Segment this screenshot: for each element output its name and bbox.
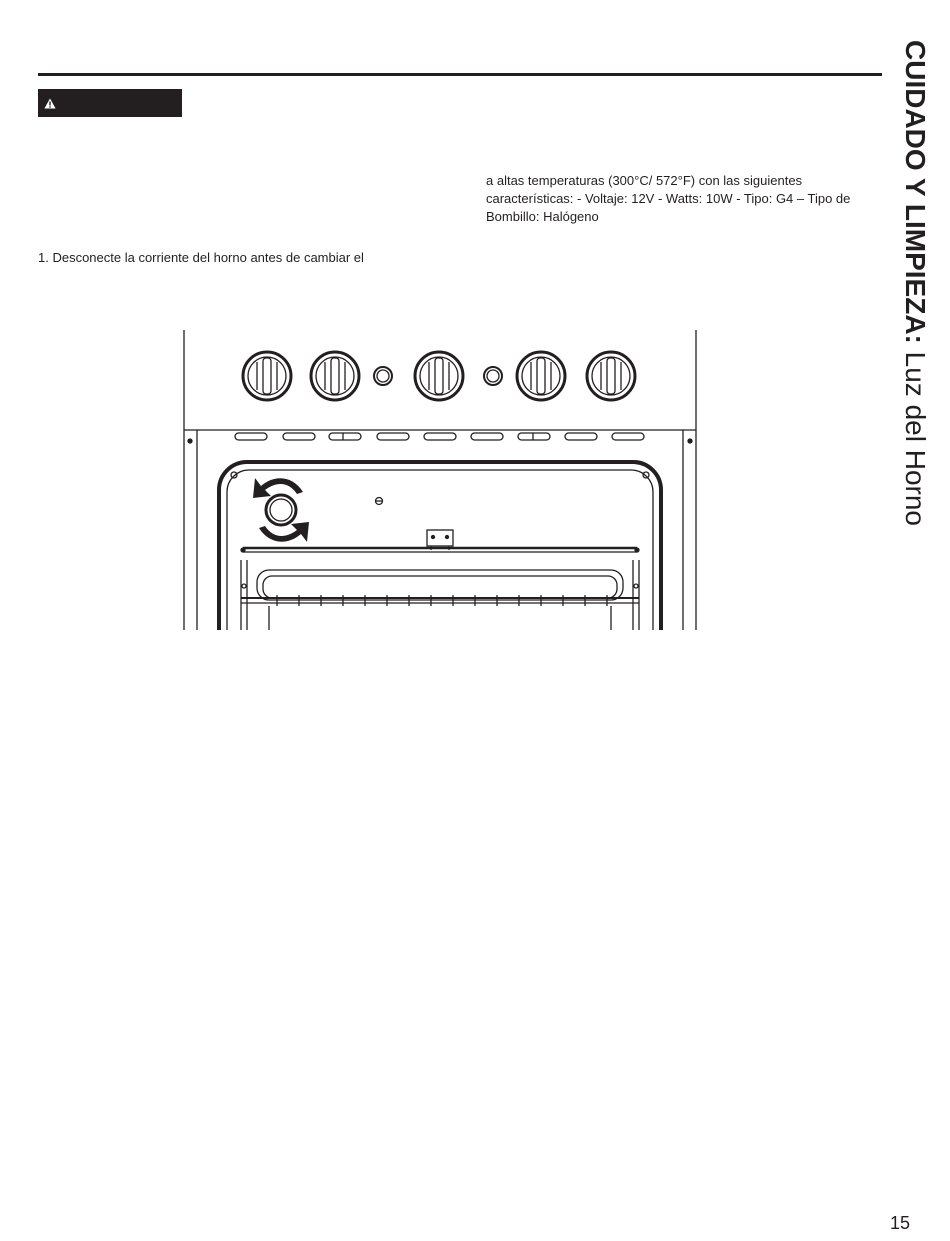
section-title bbox=[893, 40, 937, 600]
rotation-arrows-icon bbox=[253, 478, 309, 542]
top-rule bbox=[38, 73, 882, 76]
section-title-bold: CUIDADO Y LIMPIEZA: bbox=[900, 40, 931, 344]
section-title-light: Luz del Horno bbox=[900, 343, 931, 526]
warning-badge bbox=[38, 89, 182, 117]
oven-rack bbox=[241, 560, 639, 630]
step-1-text: 1. Desconecte la corriente del horno antes de cambiar el bbox=[38, 250, 364, 265]
vent-slots bbox=[235, 433, 644, 440]
control-knobs bbox=[243, 352, 635, 400]
light-cover-icon bbox=[266, 495, 296, 525]
bulb-specs-paragraph: a altas temperaturas (300°C/ 572°F) con las siguientes características: - Voltaje: 12V - Watts: 10W - Tipo: G4 – Tipo de Bombillo: Halógeno bbox=[486, 173, 851, 224]
warning-triangle-icon bbox=[44, 98, 56, 109]
page-number: 15 bbox=[890, 1213, 911, 1233]
oven-light-diagram bbox=[183, 330, 697, 630]
